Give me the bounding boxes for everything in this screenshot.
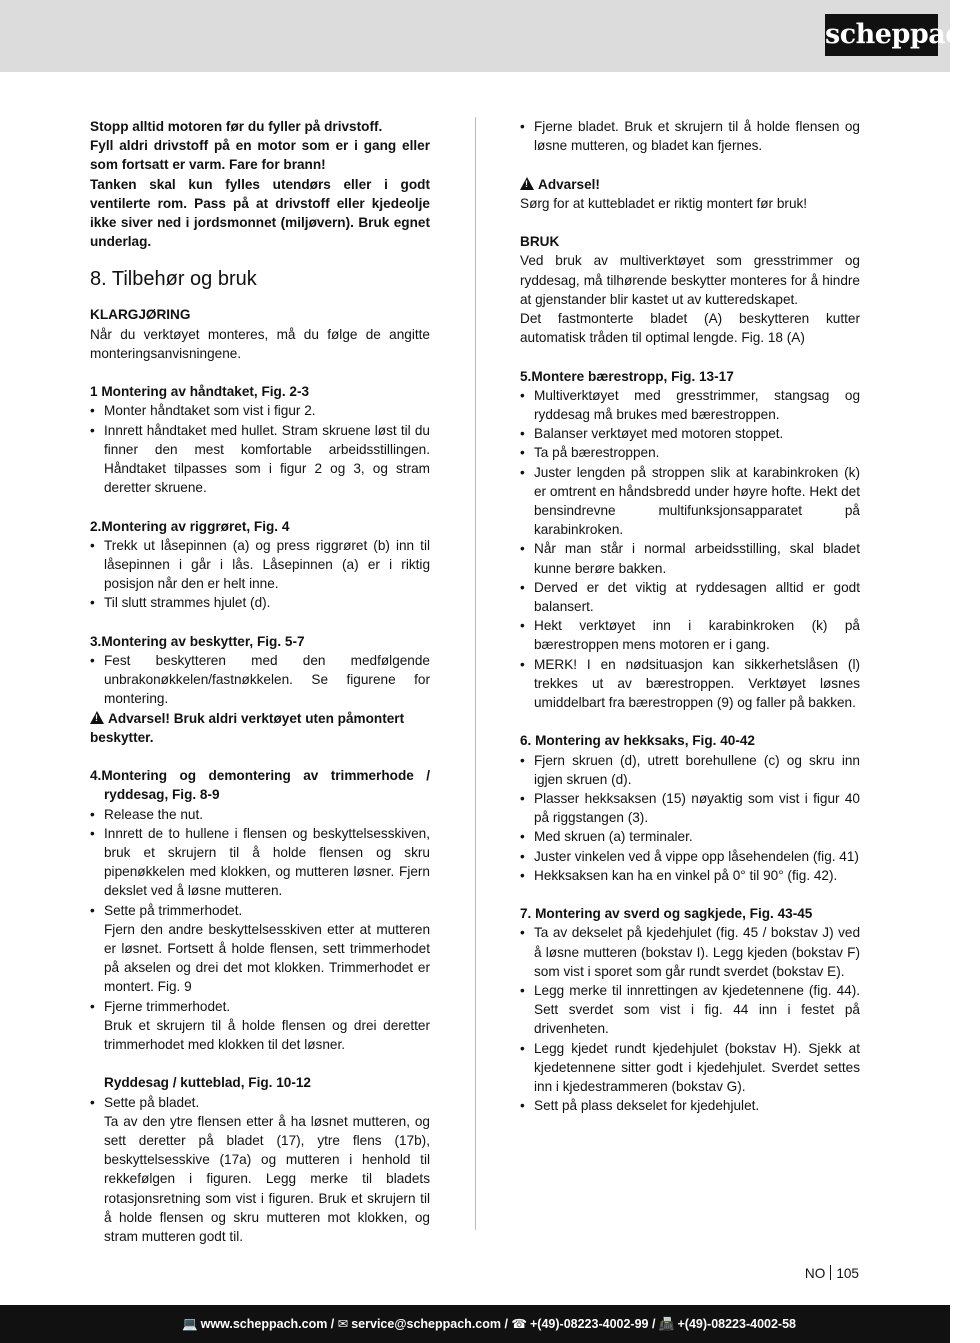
s5-title: 5.Montere bærestropp, Fig. 13-17 <box>520 368 734 384</box>
footer-contact <box>182 1305 796 1343</box>
s6-list <box>520 751 860 885</box>
page-number-separator <box>830 1265 831 1280</box>
list-item: • Fjerne bladet. Bruk et skrujern til å holde flensen og løsne mutteren, og bladet kan fjernes. <box>520 117 860 155</box>
intro-line-1: Stopp alltid motoren før du fyller på drivstoff. <box>90 119 383 134</box>
list-item: • Balanser verktøyet med motoren stoppet. <box>520 424 860 443</box>
s1-title: 1 Montering av håndtaket, Fig. 2-3 <box>90 384 310 400</box>
list-item <box>90 997 430 1055</box>
list-item: • Multiverktøyet med gresstrimmer, stangsag og ryddesag må brukes med bærestroppen. <box>520 386 860 424</box>
list-item <box>90 1093 430 1247</box>
top-list <box>520 117 860 155</box>
bruk-p1: Ved bruk av multiverktøyet som gresstrimmer og ryddesag, må tilhørende beskytter monteres for å hindre at gjenstander blir kastet ut av kutteredskapet. <box>520 253 860 307</box>
ryddesag-list <box>90 1093 430 1247</box>
s4-item4-cont: Bruk et skrujern til å holde flensen og drei deretter trimmerhodet med klokken til det løsner. <box>104 1017 430 1053</box>
list-item: • Monter håndtaket som vist i figur 2. <box>90 401 430 420</box>
column-divider <box>475 117 476 1230</box>
right-column <box>520 117 860 1115</box>
s3-warning-text: Advarsel! Bruk aldri verktøyet uten påmontert beskytter. <box>90 710 405 745</box>
s2-title: 2.Montering av riggrøret, Fig. 4 <box>90 518 290 534</box>
footer-fax: +(49)-08223-4002-58 <box>677 1317 796 1331</box>
list-item <box>90 901 430 997</box>
list-item: • MERK! I en nødsituasjon kan sikkerhetslåsen (l) trekkes ut av bærestroppen. Verktøyet løsnes umiddelbart fra bærestroppen (9) og faller på bakken. <box>520 655 860 713</box>
footer-separator: / <box>648 1317 659 1331</box>
s7-list <box>520 923 860 1115</box>
s6-title: 6. Montering av hekksaks, Fig. 40-42 <box>520 733 755 749</box>
list-item: • Hekt verktøyet inn i karabinkroken (k) på bærestroppen mens motoren er i gang. <box>520 616 860 654</box>
list-item: • Ta på bærestroppen. <box>520 443 860 462</box>
list-item: • Legg kjedet rundt kjedehjulet (bokstav H). Sjekk at kjedetennene sitter godt i kjedehjulet. Sverdet settes inn i kjedestrammeren (bokstav G). <box>520 1039 860 1097</box>
intro-line-3: Tanken skal kun fylles utendørs eller i godt ventilerte rom. Pass på at drivstoff eller kjedeolje ikke siver ned i jordsmonnet (miljøvern). Bruk egnet underlag. <box>90 176 430 250</box>
klargjoring-text: Når du verktøyet monteres, må du følge de angitte monteringsanvisningene. <box>90 326 430 361</box>
phone-icon: ☎ <box>511 1317 527 1331</box>
list-item: • Release the nut. <box>90 805 430 824</box>
scheppach-logo: scheppach <box>825 14 938 56</box>
list-item: • Fjern skruen (d), utrett borehullene (c) og skru inn igjen skruen (d). <box>520 751 860 789</box>
s2-list <box>90 536 430 613</box>
warning-icon <box>520 177 534 190</box>
list-item: • Med skruen (a) terminaler. <box>520 827 860 846</box>
s1-list <box>90 401 430 497</box>
list-item: • Derved er det viktig at ryddesagen alltid er godt balansert. <box>520 578 860 616</box>
s4-item4: Fjerne trimmerhodet. <box>104 998 231 1014</box>
page-num: 105 <box>836 1266 859 1281</box>
list-item: • Hekksaksen kan ha en vinkel på 0° til 90° (fig. 42). <box>520 866 860 885</box>
footer-separator: / <box>327 1317 338 1331</box>
s4-item3: Sette på trimmerhodet. <box>104 902 243 918</box>
footer-email[interactable]: service@scheppach.com <box>351 1317 501 1331</box>
list-item: • Plasser hekksaksen (15) nøyaktig som vist i figur 40 på riggstangen (3). <box>520 789 860 827</box>
warning-title-text: Advarsel! <box>538 176 600 192</box>
ryddesag-item1-cont: Ta av den ytre flensen etter å ha løsnet mutteren, og sett deretter på bladet (17), ytre flens (17b), beskyttelsesskive (17a) og mutteren i henhold til rekkefølgen i figuren. Legg merke til bladets rotasjonsretning som vist i figuren. Bruk et skrujern til å holde flensen og skru mutteren mot klokken, og stram mutteren godt til. <box>104 1113 430 1245</box>
s4-item3-cont: Fjern den andre beskyttelsesskiven etter at mutteren er løsnet. Fortsett å holde flensen, sett trimmerhodet på akselen og drei det mot klokken. Trimmerhodet er montert. Fig. 9 <box>104 921 430 995</box>
s7-title: 7. Montering av sverd og sagkjede, Fig. 43-45 <box>520 906 813 922</box>
bruk-title: BRUK <box>520 234 560 250</box>
warning-icon <box>90 711 104 724</box>
page-footer <box>0 1305 950 1343</box>
s5-list <box>520 386 860 712</box>
section-title: 8. Tilbehør og bruk <box>90 268 257 291</box>
warning-title <box>520 175 860 194</box>
list-item: • Når man står i normal arbeidsstilling, skal bladet kunne berøre bakken. <box>520 539 860 577</box>
klargjoring-title: KLARGJØRING <box>90 307 191 323</box>
list-item: • Juster vinkelen ved å vippe opp låsehendelen (fig. 41) <box>520 847 860 866</box>
footer-separator: / <box>501 1317 512 1331</box>
fax-icon: 📠 <box>658 1317 675 1331</box>
footer-web[interactable]: www.scheppach.com <box>200 1317 328 1331</box>
list-item: • Til slutt strammes hjulet (d). <box>90 593 430 612</box>
list-item: • Ta av dekselet på kjedehjulet (fig. 45 / bokstav J) ved å løsne mutteren (bokstav I). Legg kjeden (bokstav F) som vist i sporet som går rundt sverdet (bokstav E). <box>520 923 860 981</box>
email-icon: ✉ <box>337 1317 349 1331</box>
page-number <box>805 1265 859 1281</box>
s4-list <box>90 805 430 1055</box>
intro-line-2: Fyll aldri drivstoff på en motor som er i gang eller som fortsatt er varm. Fare for brann! <box>90 138 430 173</box>
list-item: • Juster lengden på stroppen slik at karabinkroken (k) er omtrent en håndsbredd under høyre hofte. Hekt det bensindrevne multifunksjonsapparatet på karabinkroken. <box>520 463 860 540</box>
bruk-p2: Det fastmonterte bladet (A) beskytteren kutter automatisk tråden til optimal lengde. Fig. 18 (A) <box>520 311 860 346</box>
s4-title: 4.Montering og demontering av trimmerhode / ryddesag, Fig. 8-9 <box>90 768 430 803</box>
list-item: • Innrett de to hullene i flensen og beskyttelsesskiven, bruk et skrujern til å holde flensen og skru pipenøkkelen med klokken, og mutteren løsner. Fjern dekslet ved å løsne mutteren. <box>90 824 430 901</box>
left-column <box>90 117 430 1246</box>
list-item: • Sett på plass dekselet for kjedehjulet. <box>520 1096 860 1115</box>
footer-phone: +(49)-08223-4002-99 <box>530 1317 649 1331</box>
page-header <box>0 0 980 72</box>
s3-list <box>90 651 430 709</box>
list-item: • Trekk ut låsepinnen (a) og press riggrøret (b) inn til låsepinnen i går i lås. Låsepinnen (a) er i riktig posisjon når den er helt inne. <box>90 536 430 594</box>
list-item: • Legg merke til innrettingen av kjedetennene (fig. 44). Sett sverdet som vist i fig. 44 inn i festet på drivenheten. <box>520 981 860 1039</box>
list-item: • Fest beskytteren med den medfølgende unbrakonøkkelen/fastnøkkelen. Se figurene for montering. <box>90 651 430 709</box>
ryddesag-title: Ryddesag / kutteblad, Fig. 10-12 <box>104 1075 311 1091</box>
ryddesag-item1: Sette på bladet. <box>104 1094 200 1110</box>
list-item: • Innrett håndtaket med hullet. Stram skruene løst til du finner den mest komfortable arbeidsstillingen. Håndtaket tilpasses som i figur 2 og 3, og stram deretter skruene. <box>90 421 430 498</box>
page-lang: NO <box>804 1266 826 1281</box>
warning-text: Sørg for at kuttebladet er riktig montert før bruk! <box>520 195 808 211</box>
s3-warning <box>90 709 430 747</box>
computer-icon: 💻 <box>182 1317 198 1331</box>
s3-title: 3.Montering av beskytter, Fig. 5-7 <box>90 633 305 649</box>
